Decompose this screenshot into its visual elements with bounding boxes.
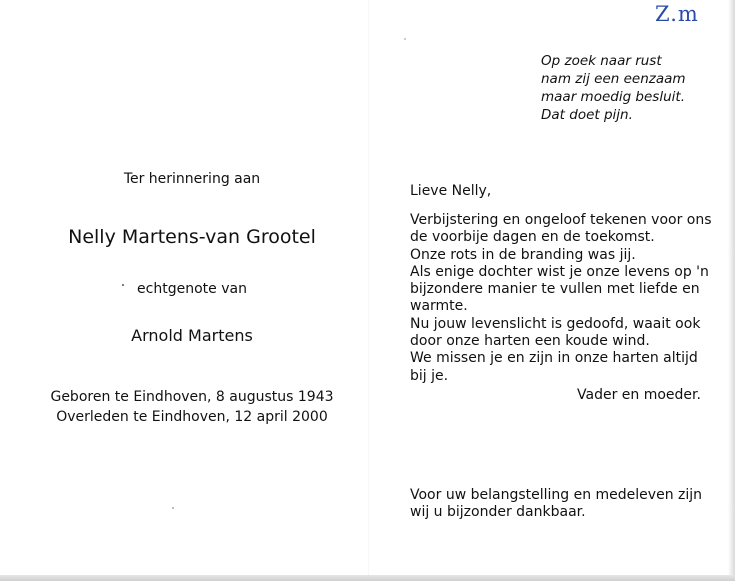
print-speck — [122, 284, 124, 286]
letter-line: bij je. — [410, 367, 449, 384]
letter-line: warmte. — [410, 298, 468, 315]
letter-line: We missen je en zijn in onze harten altijd — [410, 350, 698, 367]
birth-line: Geboren te Eindhoven, 8 augustus 1943 — [50, 389, 334, 405]
letter-line: door onze harten een koude wind. — [410, 333, 650, 350]
poem — [541, 52, 686, 124]
thanks-line: wij u bijzonder dankbaar. — [410, 504, 586, 521]
print-speck — [172, 507, 174, 509]
card-edge-bottom — [0, 575, 735, 581]
handwritten-note: Z.m — [655, 2, 699, 26]
poem-line: nam zij een eenzaam — [541, 71, 686, 87]
letter-body — [410, 212, 712, 385]
poem-line: Dat doet pijn. — [541, 107, 633, 123]
letter-line: Verbijstering en ongeloof tekenen voor ons — [410, 212, 712, 228]
spouse-name: Arnold Martens — [131, 326, 253, 345]
spouse-label: echtgenote van — [137, 281, 247, 297]
deceased-name: Nelly Martens-van Grootel — [68, 226, 316, 248]
letter-signature: Vader en moeder. — [577, 387, 701, 403]
letter-line: de voorbije dagen en de toekomst. — [410, 229, 655, 246]
thanks-line: Voor uw belangstelling en medeleven zijn — [410, 487, 703, 503]
letter-line: Als enige dochter wist je onze levens op 'n — [410, 263, 709, 280]
poem-line: maar moedig besluit. — [541, 89, 685, 105]
life-dates — [0, 387, 384, 427]
thanks-note — [410, 487, 702, 522]
print-speck — [404, 38, 406, 40]
letter-greeting: Lieve Nelly, — [410, 183, 492, 199]
death-line: Overleden te Eindhoven, 12 april 2000 — [56, 409, 328, 425]
in-memory-heading: Ter herinnering aan — [123, 171, 261, 187]
poem-line: Op zoek naar rust — [541, 53, 662, 69]
letter-line: Onze rots in de branding was jij. — [410, 246, 636, 263]
letter-line: Nu jouw levenslicht is gedoofd, waait ook — [410, 315, 701, 332]
card-edge-right — [728, 0, 735, 581]
letter-line: bijzondere manier te vullen met liefde en — [410, 281, 700, 298]
